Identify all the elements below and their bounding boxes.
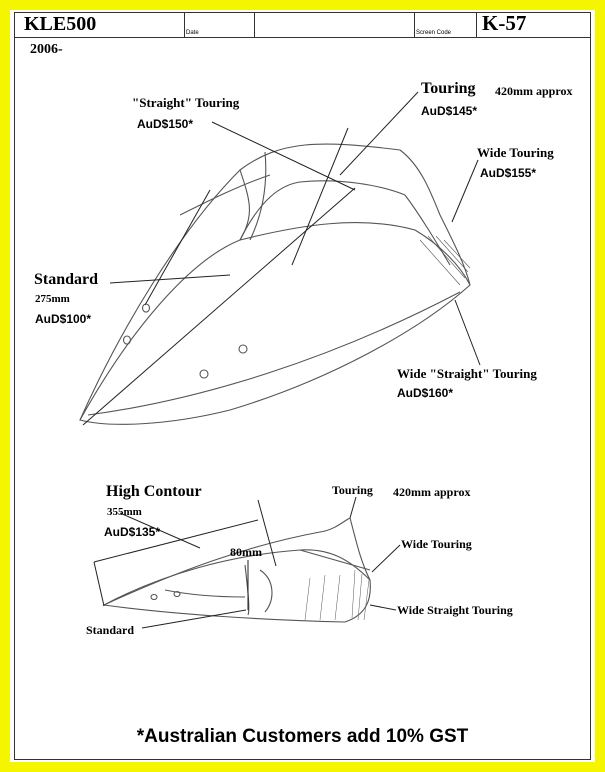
straight-touring-price: AuD$150* — [137, 117, 194, 131]
side-wide-touring-label: Wide Touring — [401, 537, 472, 551]
screen-code-label: Screen Code — [416, 30, 452, 36]
touring-size: 420mm approx — [495, 84, 573, 98]
date-label: Date — [186, 30, 199, 36]
touring-label: Touring — [421, 80, 476, 97]
standard-label: Standard — [34, 271, 99, 288]
wide-touring-label: Wide Touring — [477, 145, 554, 160]
model-name: KLE500 — [24, 13, 97, 35]
side-standard-label: Standard — [86, 623, 135, 637]
part-code: K-57 — [482, 11, 527, 35]
top-view-sketch — [80, 144, 470, 424]
side-touring-label: Touring — [332, 483, 373, 497]
gst-note: *Australian Customers add 10% GST — [136, 726, 469, 747]
touring-price: AuD$145* — [421, 104, 478, 118]
year-range: 2006- — [30, 42, 63, 57]
straight-touring-label: "Straight" Touring — [132, 95, 240, 110]
side-touring-size: 420mm approx — [393, 485, 471, 499]
standard-price: AuD$100* — [35, 312, 92, 326]
high-contour-size: 355mm — [107, 506, 142, 518]
wide-touring-price: AuD$155* — [480, 166, 537, 180]
side-wide-straight-touring-label: Wide Straight Touring — [397, 603, 513, 617]
standard-size: 275mm — [35, 293, 70, 305]
measure-label: 80mm — [230, 545, 262, 559]
high-contour-label: High Contour — [106, 483, 202, 500]
wide-straight-touring-price: AuD$160* — [397, 386, 454, 400]
high-contour-price: AuD$135* — [104, 525, 161, 539]
wide-straight-touring-label: Wide "Straight" Touring — [397, 366, 537, 381]
